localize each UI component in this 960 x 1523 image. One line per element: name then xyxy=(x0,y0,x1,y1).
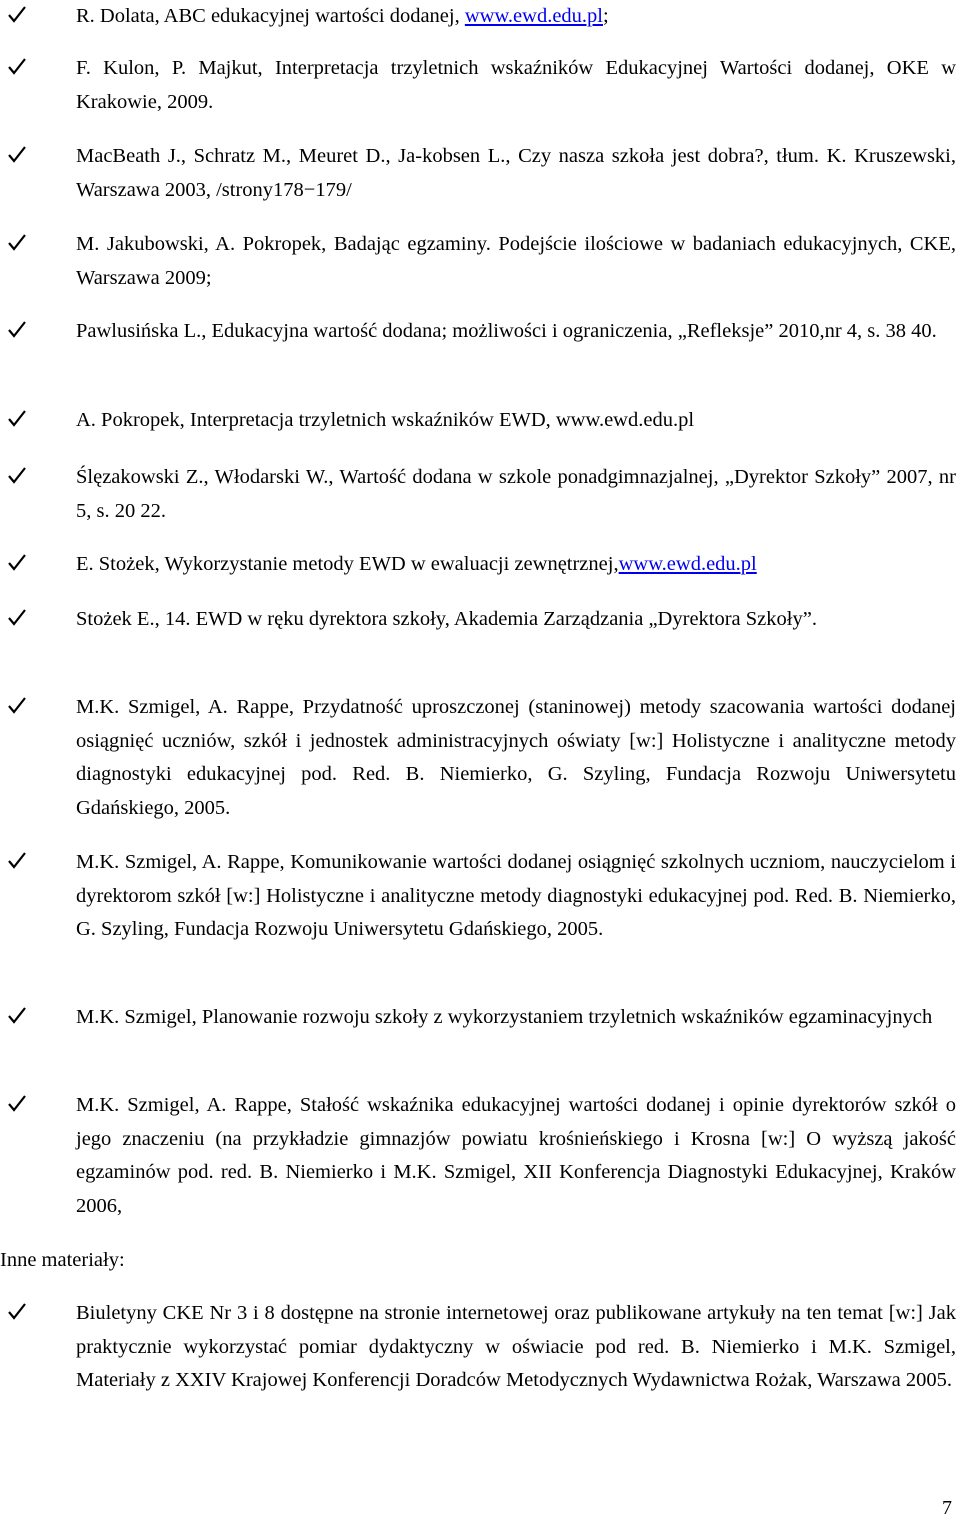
checkmark-icon xyxy=(8,1303,26,1321)
checkmark-icon xyxy=(8,58,26,76)
item-text: MacBeath J., Schratz M., Meuret D., Ja-kobsen L., Czy nasza szkoła jest dobra?, tłum. K. Kruszewski, Warszawa 2003, /strony178−179/ xyxy=(76,145,956,201)
list-item xyxy=(0,140,960,207)
page-number: 7 xyxy=(942,1497,952,1519)
list-item xyxy=(0,548,960,582)
list-item xyxy=(0,52,960,119)
item-text: M. Jakubowski, A. Pokropek, Badając egzaminy. Podejście ilościowe w badaniach edukacyjnych, CKE, Warszawa 2009; xyxy=(76,233,956,289)
item-text: A. Pokropek, Interpretacja trzyletnich wskaźników EWD, www.ewd.edu.pl xyxy=(76,409,695,431)
item-text: M.K. Szmigel, A. Rappe, Stałość wskaźnika edukacyjnej wartości dodanej i opinie dyrektorów szkół o jego znaczeniu (na przykładzie gimnazjów powiatu krośnieńskiego i Krosna [w:] O wyższą jakość egzaminów pod. red. B. Niemierko i M.K. Szmigel, XII Konferencja Diagnostyki Edukacyjnej, Kraków 2006, xyxy=(76,1094,956,1217)
item-text: F. Kulon, P. Majkut, Interpretacja trzyletnich wskaźników Edukacyjnej Wartości dodanej, OKE w Krakowie, 2009. xyxy=(76,57,956,113)
list-item xyxy=(0,228,960,295)
item-text: M.K. Szmigel, A. Rappe, Przydatność uproszczonej (staninowej) metody szacowania wartości dodanej osiągnięć uczniów, szkół i jednostek administracyjnych oświaty [w:] Holistyczne i analityczne metody diagnostyki edukacyjnej pod. Red. B. Niemierko, G. Szyling, Fundacja Rozwoju Uniwersytetu Gdańskiego, 2005. xyxy=(76,696,956,819)
list-item xyxy=(0,846,960,947)
checkmark-icon xyxy=(8,852,26,870)
item-text: R. Dolata, ABC edukacyjnej wartości dodanej, xyxy=(76,5,465,27)
list-item xyxy=(0,315,960,349)
item-text: Biuletyny CKE Nr 3 i 8 dostępne na stronie internetowej oraz publikowane artykuły na ten temat [w:] Jak praktycznie wykorzystać pomiar dydaktyczny w oświacie pod red. B. Niemierko i M.K. Szmigel, Materiały z XXIV Krajowej Konferencji Doradców Metodycznych Wydawnictwa Rożak, Warszawa 2005. xyxy=(76,1302,956,1391)
item-text: M.K. Szmigel, A. Rappe, Komunikowanie wartości dodanej osiągnięć szkolnych uczniom, nauczycielom i dyrektorom szkół [w:] Holistyczne i analityczne metody diagnostyki edukacyjnej pod. Red. B. Niemierko, G. Szyling, Fundacja Rozwoju Uniwersytetu Gdańskiego, 2005. xyxy=(76,851,956,940)
checkmark-icon xyxy=(8,609,26,627)
list-item xyxy=(0,1001,960,1035)
checkmark-icon xyxy=(8,321,26,339)
checkmark-icon xyxy=(8,467,26,485)
item-text: Stożek E., 14. EWD w ręku dyrektora szkoły, Akademia Zarządzania „Dyrektora Szkoły”. xyxy=(76,608,817,630)
list-item xyxy=(0,603,960,637)
list-item xyxy=(0,691,960,825)
checkmark-icon xyxy=(8,1007,26,1025)
list-item xyxy=(0,461,960,528)
section-heading: Inne materiały: xyxy=(0,1249,125,1271)
checkmark-icon xyxy=(8,410,26,428)
website-link[interactable]: www.ewd.edu.pl xyxy=(618,553,757,575)
item-text: E. Stożek, Wykorzystanie metody EWD w ewaluacji zewnętrznej, xyxy=(76,553,619,575)
website-link[interactable]: www.ewd.edu.pl xyxy=(464,5,603,27)
list-item xyxy=(0,1297,960,1398)
item-text: M.K. Szmigel, Planowanie rozwoju szkoły z wykorzystaniem trzyletnich wskaźników egzaminacyjnych xyxy=(76,1006,933,1028)
checkmark-icon xyxy=(8,697,26,715)
item-text: Pawlusińska L., Edukacyjna wartość dodana; możliwości i ograniczenia, „Refleksje” 2010,nr 4, s. 38 40. xyxy=(76,320,937,342)
list-item xyxy=(0,1089,960,1223)
checkmark-icon xyxy=(8,554,26,572)
list-item xyxy=(0,404,960,438)
item-text: Ślęzakowski Z., Włodarski W., Wartość dodana w szkole ponadgimnazjalnej, „Dyrektor Szkoły” 2007, nr 5, s. 20 22. xyxy=(76,466,956,522)
list-item xyxy=(0,0,960,34)
checkmark-icon xyxy=(8,146,26,164)
checkmark-icon xyxy=(8,1095,26,1113)
item-text-end: ; xyxy=(603,5,609,27)
checkmark-icon xyxy=(8,6,26,24)
checkmark-icon xyxy=(8,234,26,252)
